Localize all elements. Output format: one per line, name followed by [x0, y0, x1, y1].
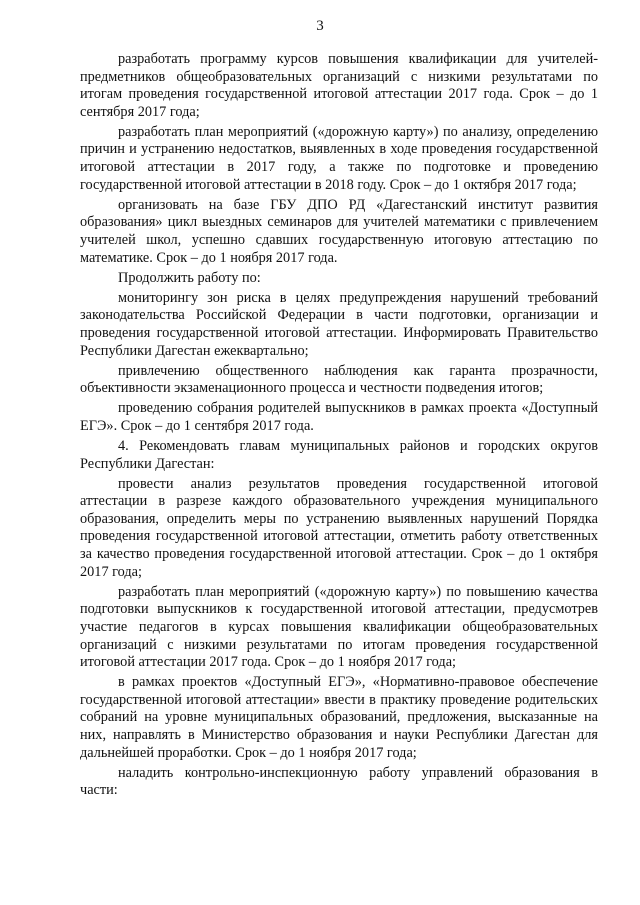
paragraph-roadmap-preparation: разработать план мероприятий («дорожную карту») по повышению качества подготовки выпускников к государственной итоговой аттестации, предусмотрев участие педагогов в курсах повышения квалификации общеобразовательных организаций с низкими результатами по итогам проведения государственной итоговой аттестации 2017 года. Срок – до 1 ноября 2017 года; — [80, 583, 598, 671]
page-number: 3 — [316, 18, 324, 34]
paragraph-parent-meeting: проведению собрания родителей выпускников в рамках проекта «Доступный ЕГЭ». Срок – до 1 сентября 2017 года. — [80, 400, 598, 434]
paragraph-public-observation: привлечению общественного наблюдения как гаранта прозрачности, объективности экзаменационного процесса и честности подведения итогов; — [80, 362, 598, 397]
paragraph-seminars: организовать на базе ГБУ ДПО РД «Дагестанский институт развития образования» цикл выездных семинаров для учителей математики с привлечением учителей школ, успешно сдавших государственную итоговую аттестацию по математике. Срок – до 1 ноября 2017 года. — [80, 196, 598, 266]
paragraph-course-program: разработать программу курсов повышения квалификации для учителей-предметников общеобразовательных организаций с низкими результатами по итогам проведения государственной итоговой аттестации 2017 года. Срок – до 1 сентября 2017 года; — [80, 51, 598, 120]
paragraph-results-analysis: провести анализ результатов проведения государственной итоговой аттестации в разрезе каждого образовательного учреждения муниципального образования, определить меры по устранению выявленных нарушений Порядка проведения государственной итоговой аттестации, отметить работу ответственных за качество проведения государственной итоговой аттестации. Срок – до 1 октября 2017 года; — [80, 475, 598, 580]
paragraph-item-4-recommendation: 4. Рекомендовать главам муниципальных районов и городских округов Республики Дагестан: — [80, 437, 598, 472]
paragraph-continue-work: Продолжить работу по: — [118, 269, 261, 286]
paragraph-projects-parent-meetings: в рамках проектов «Доступный ЕГЭ», «Нормативно-правовое обеспечение государственной итоговой аттестации» ввести в практику проведение родительских собраний на уровне муниципальных образований, предложения, высказанные на них, направлять в Министерство образования и науки Республики Дагестан для дальнейшей проработки. Срок – до 1 ноября 2017 года; — [80, 674, 598, 761]
paragraph-risk-monitoring: мониторингу зон риска в целях предупреждения нарушений требований законодательства Российской Федерации в части подготовки, организации и проведения государственной итоговой аттестации. Информировать Правительство Республики Дагестан ежеквартально; — [80, 289, 598, 359]
paragraph-inspection-work: наладить контрольно-инспекционную работу управлений образования в части: — [80, 764, 598, 799]
paragraph-roadmap-analysis: разработать план мероприятий («дорожную карту») по анализу, определению причин и устранению недостатков, выявленных в ходе проведения государственной итоговой аттестации в 2017 году, а также по подготовке и проведению государственной итоговой аттестации в 2018 году. Срок – до 1 октября 2017 года; — [80, 123, 598, 193]
document-body — [80, 51, 598, 802]
